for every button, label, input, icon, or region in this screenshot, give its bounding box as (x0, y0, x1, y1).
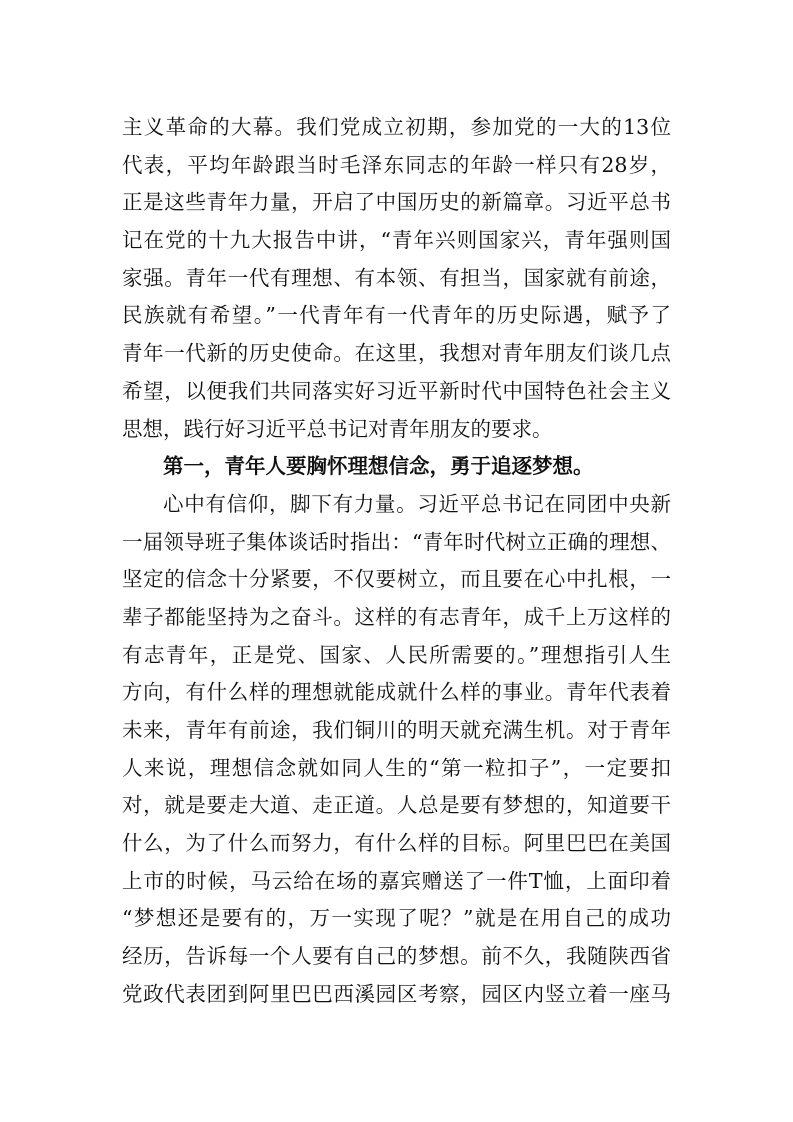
text-line: 家强。青年一代有理想、有本领、有担当，国家就有前途， (122, 265, 671, 290)
text-line: 一届领导班子集体谈话时指出：“青年时代树立正确的理想、 (122, 529, 671, 554)
text-line: 正是这些青年力量，开启了中国历史的新篇章。习近平总书 (122, 190, 671, 215)
text-line: 有志青年，正是党、国家、人民所需要的。”理想指引人生 (122, 642, 671, 667)
text-line: 经历，告诉每一个人要有自己的梦想。前不久，我随陕西省 (122, 944, 671, 969)
heading-text: 第一，青年人要胸怀理想信念，勇于追逐梦想。 (163, 454, 594, 479)
text-line: 什么，为了什么而努力，有什么样的目标。阿里巴巴在美国 (122, 831, 671, 856)
text-line: 思想，践行好习近平总书记对青年朋友的要求。 (122, 416, 553, 441)
section-heading (122, 448, 671, 486)
text-line: 人来说，理想信念就如同人生的“第一粒扣子”，一定要扣 (122, 755, 671, 780)
text-line: 代表，平均年龄跟当时毛泽东同志的年龄一样只有28岁， (122, 152, 671, 177)
text-line: 辈子都能坚持为之奋斗。这样的有志青年，成千上万这样的 (122, 604, 671, 629)
text-line: 未来，青年有前途，我们铜川的明天就充满生机。对于青年 (122, 718, 671, 742)
text-line: 青年一代新的历史使命。在这里，我想对青年朋友们谈几点 (122, 341, 671, 366)
text-line: 坚定的信念十分紧要，不仅要树立，而且要在心中扎根，一 (122, 567, 671, 592)
text-line: 党政代表团到阿里巴巴西溪园区考察，园区内竖立着一座马 (122, 981, 671, 1006)
text-line: 心中有信仰，脚下有力量。习近平总书记在同团中央新 (163, 491, 671, 516)
text-line: 希望，以便我们共同落实好习近平新时代中国特色社会主义 (122, 378, 671, 403)
text-line: “梦想还是要有的，万一实现了呢？”就是在用自己的成功 (122, 906, 671, 931)
paragraph-ideals (122, 486, 671, 1014)
text-line: 记在党的十九大报告中讲，“青年兴则国家兴，青年强则国 (122, 228, 671, 253)
text-line: 方向，有什么样的理想就能成就什么样的事业。青年代表着 (122, 680, 671, 705)
text-line: 对，就是要走大道、走正道。人总是要有梦想的，知道要干 (122, 793, 671, 818)
text-line: 民族就有希望。”一代青年有一代青年的历史际遇，赋予了 (122, 303, 671, 328)
paragraph-intro (122, 109, 671, 448)
document-page (122, 109, 671, 1014)
text-line: 主义革命的大幕。我们党成立初期，参加党的一大的13位 (122, 115, 671, 139)
text-line: 上市的时候，马云给在场的嘉宾赠送了一件T恤，上面印着 (122, 868, 671, 893)
